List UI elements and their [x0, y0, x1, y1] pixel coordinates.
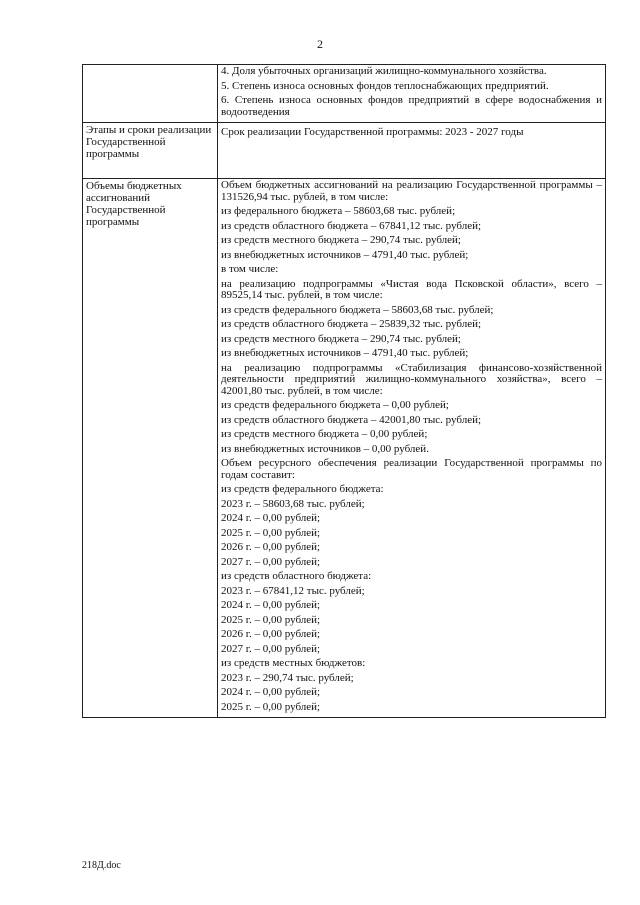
budget-line: 2023 г. – 290,74 тыс. рублей; [221, 671, 354, 684]
budget-line: из внебюджетных источников – 4791,40 тыс. рублей; [221, 347, 469, 359]
budget-line: 2026 г. – 0,00 рублей; [221, 628, 321, 640]
budget-line: 2025 г. – 0,00 рублей; [221, 526, 321, 539]
budget-line: 2024 г. – 0,00 рублей; [221, 512, 321, 524]
budget-line: Объем бюджетных ассигнований на реализацию Государственной программы – 131526,94 тыс. рублей, в том числе: [221, 179, 602, 203]
budget-line: из средств местного бюджета – 290,74 тыс. рублей; [221, 332, 461, 345]
budget-line: 2024 г. – 0,00 рублей; [221, 599, 321, 611]
budget-line: на реализацию подпрограммы «Чистая вода Псковской области», всего – 89525,14 тыс. рублей, в том числе: [221, 277, 602, 301]
term-line: Срок реализации Государственной программы: 2023 - 2027 годы [221, 126, 524, 138]
budget-line: на реализацию подпрограммы «Стабилизация финансово-хозяйственной деятельности предприятий жилищно-коммунального хозяйства», всего – 42001,80 тыс. рублей, в том числе: [221, 361, 602, 397]
budget-line: 2027 г. – 0,00 рублей; [221, 642, 321, 655]
budget-line: из средств областного бюджета – 42001,80 тыс. рублей; [221, 413, 482, 426]
budget-line: из федерального бюджета – 58603,68 тыс. рублей; [221, 205, 456, 217]
row-content [218, 123, 606, 179]
indicator-line: 6. Степень износа основных фондов предприятий в сфере водоснабжения и водоотведения [221, 94, 602, 118]
budget-line: 2025 г. – 0,00 рублей; [221, 700, 321, 713]
table-row [83, 123, 606, 179]
page-number: 2 [317, 37, 323, 51]
budget-line: из средств местного бюджета – 0,00 рублей; [221, 428, 428, 440]
row-label: Этапы и сроки реализации Государственной программы [83, 123, 218, 179]
budget-line: в том числе: [221, 263, 279, 275]
budget-line: из средств местного бюджета – 290,74 тыс. рублей; [221, 234, 461, 246]
row-label [83, 65, 218, 123]
passport-table [82, 64, 606, 718]
budget-line: из внебюджетных источников – 0,00 рублей. [221, 442, 429, 455]
file-name-footer: 218Д.doc [82, 860, 121, 871]
budget-line: 2024 г. – 0,00 рублей; [221, 686, 321, 698]
indicator-line: 5. Степень износа основных фондов теплоснабжающих предприятий. [221, 79, 549, 92]
budget-line: 2027 г. – 0,00 рублей; [221, 555, 321, 568]
budget-line: 2023 г. – 67841,12 тыс. рублей; [221, 584, 365, 597]
budget-line: из средств федерального бюджета: [221, 483, 384, 495]
row-content [218, 65, 606, 123]
budget-line: из средств федерального бюджета – 0,00 рублей; [221, 399, 449, 411]
table-row [83, 179, 606, 718]
budget-line: из средств областного бюджета: [221, 570, 372, 582]
budget-line: из средств местных бюджетов: [221, 657, 366, 669]
table-row [83, 65, 606, 123]
budget-line: из средств областного бюджета – 67841,12 тыс. рублей; [221, 219, 482, 232]
budget-line: из внебюджетных источников – 4791,40 тыс. рублей; [221, 248, 469, 261]
row-label: Объемы бюджетных ассигнований Государственной программы [83, 179, 218, 718]
budget-line: из средств областного бюджета – 25839,32 тыс. рублей; [221, 318, 482, 330]
budget-line: 2023 г. – 58603,68 тыс. рублей; [221, 497, 365, 510]
budget-line: Объем ресурсного обеспечения реализации Государственной программы по годам составит: [221, 457, 602, 481]
row-content [218, 179, 606, 718]
budget-line: 2025 г. – 0,00 рублей; [221, 613, 321, 626]
indicator-line: 4. Доля убыточных организаций жилищно-коммунального хозяйства. [221, 65, 547, 77]
budget-line: из средств федерального бюджета – 58603,68 тыс. рублей; [221, 303, 494, 316]
budget-line: 2026 г. – 0,00 рублей; [221, 541, 321, 553]
